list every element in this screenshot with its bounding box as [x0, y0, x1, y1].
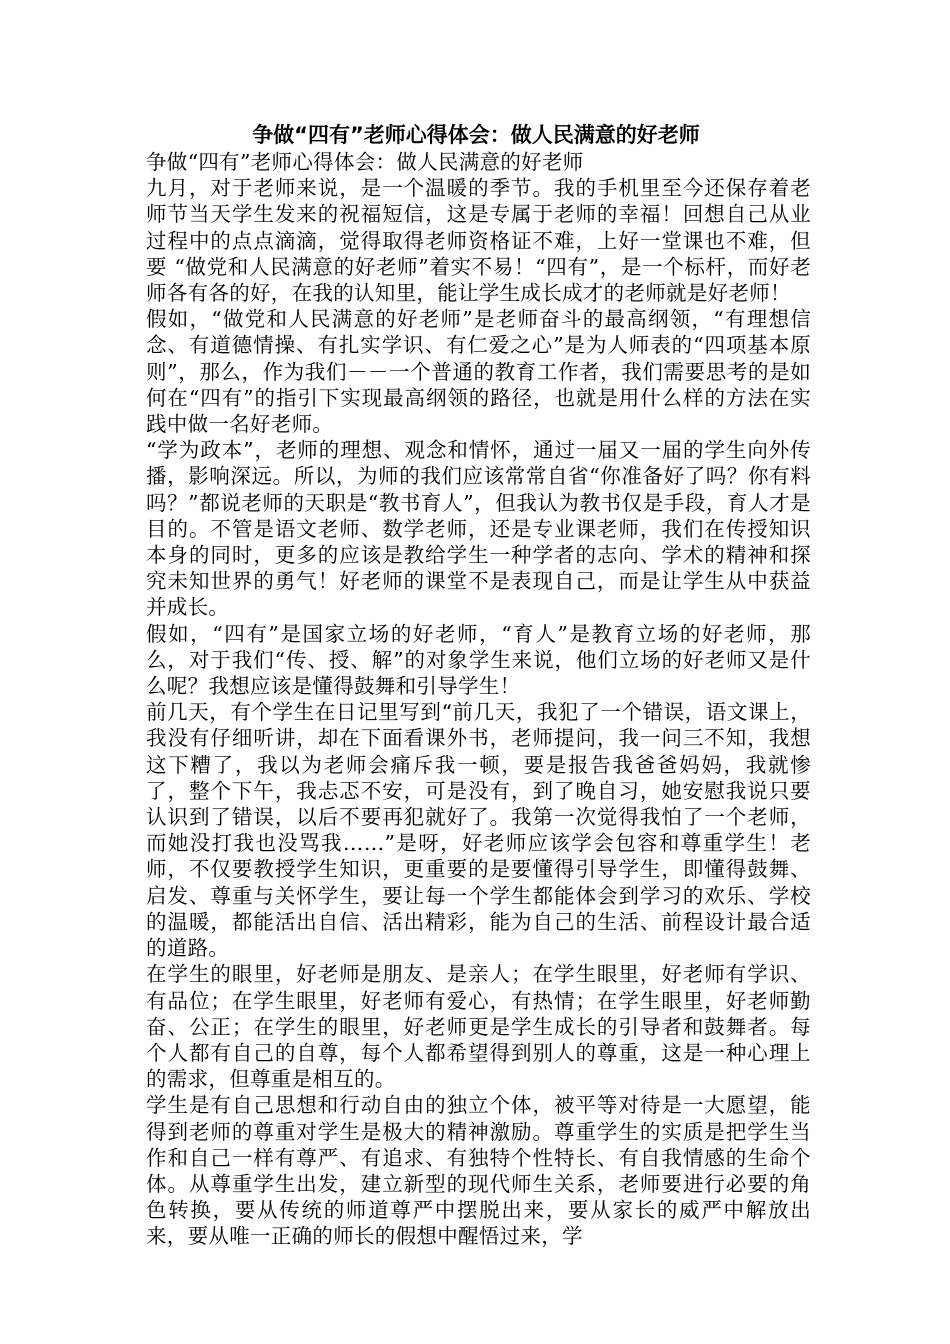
document-title: 争做“四有”老师心得体会：做人民满意的好老师: [252, 123, 700, 147]
paragraph: “学为政本”，老师的理想、观念和情怀，通过一届又一届的学生向外传播，影响深远。所以，为师的我们应该常常自省“你准备好了吗？你有料吗？”都说老师的天职是“教书育人”，但我认为教书仅是手段，育人才是目的。不管是语文老师、数学老师，还是专业课老师，我们在传授知识本身的同时，更多的应该是教给学生一种学者的志向、学术的精神和探究未知世界的勇气！好老师的课堂不是表现自己，而是让学生从中获益并成长。: [146, 438, 811, 620]
paragraph: 学生是有自己思想和行动自由的独立个体，被平等对待是一大愿望，能得到老师的尊重对学生是极大的精神激励。尊重学生的实质是把学生当作和自己一样有尊严、有追求、有独特个性特长、有自我情感的生命个体。从尊重学生出发，建立新型的现代师生关系，老师要进行必要的角色转换，要从传统的师道尊严中摆脱出来，要从家长的威严中解放出来，要从唯一正确的师长的假想中醒悟过来，学: [146, 1093, 811, 1249]
paragraph: 假如，“做党和人民满意的好老师”是老师奋斗的最高纲领，“有理想信念、有道德情操、有扎实学识、有仁爱之心”是为人师表的“四项基本原则”，那么，作为我们－－一个普通的教育工作者，我们需要思考的是如何在“四有”的指引下实现最高纲领的路径，也就是用什么样的方法在实践中做一名好老师。: [146, 307, 811, 437]
paragraph: 前几天，有个学生在日记里写到“前几天，我犯了一个错误，语文课上，我没有仔细听讲，却在下面看课外书，老师提问，我一问三不知，我想这下糟了，我以为老师会痛斥我一顿，要是报告我爸爸妈妈，我就惨了，整个下午，我忐忑不安，可是没有，到了晚自习，她安慰我说只要认识到了错误，以后不要再犯就好了。我第一次觉得我怕了一个老师，而她没打我也没骂我……”是呀，好老师应该学会包容和尊重学生！老师，不仅要教授学生知识，更重要的是要懂得引导学生，即懂得鼓舞、启发、尊重与关怀学生，要让每一个学生都能体会到学习的欢乐、学校的温暖，都能活出自信、活出精彩，能为自己的生活、前程设计最合适的道路。: [146, 700, 811, 961]
paragraph: 在学生的眼里，好老师是朋友、是亲人；在学生眼里，好老师有学识、有品位；在学生眼里，好老师有爱心，有热情；在学生眼里，好老师勤奋、公正；在学生的眼里，好老师更是学生成长的引导者和鼓舞者。每个人都有自己的自尊，每个人都希望得到别人的尊重，这是一种心理上的需求，但尊重是相互的。: [146, 962, 811, 1092]
paragraph: 假如，“四有”是国家立场的好老师，“育人”是教育立场的好老师，那么，对于我们“传、授、解”的对象学生来说，他们立场的好老师又是什么呢？我想应该是懂得鼓舞和引导学生！: [146, 621, 811, 699]
subtitle-paragraph: 争做“四有”老师心得体会：做人民满意的好老师: [146, 150, 584, 174]
paragraph: 九月，对于老师来说，是一个温暖的季节。我的手机里至今还保存着老师节当天学生发来的祝福短信，这是专属于老师的幸福！回想自己从业过程中的点点滴滴，觉得取得老师资格证不难，上好一堂课也不难，但要 “做党和人民满意的好老师”着实不易！“四有”，是一个标杆，而好老师各有各的好，在我的认知里，能让学生成长成才的老师就是好老师！: [146, 176, 811, 306]
document-body: [146, 149, 811, 1250]
